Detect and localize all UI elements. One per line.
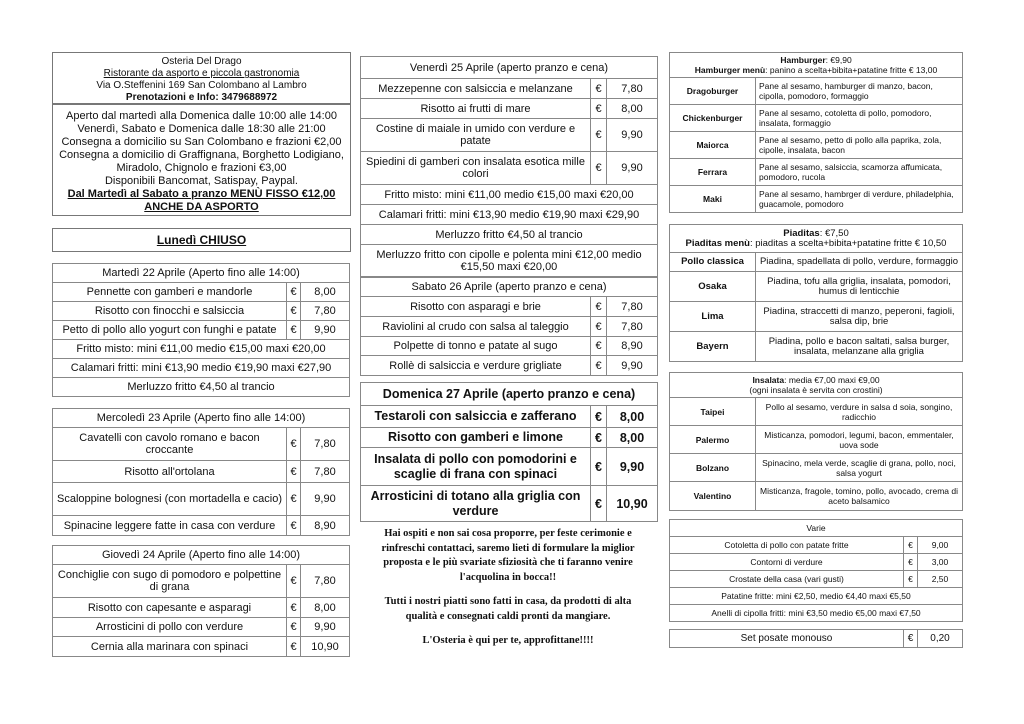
table-row [361,152,658,185]
currency: € [287,321,301,340]
day-title: Sabato 26 Aprile (aperto pranzo e cena) [361,278,658,297]
promo-paragraph: L'Osteria è qui per te, approfittane!!!! [422,635,594,646]
info-line: Aperto dal martedì alla Domenica dalle 10:00 alle 14:00 [66,110,337,122]
promo-text [368,527,648,649]
piadita-menu-heading: Piaditas menù [685,237,750,249]
table-row [361,356,658,376]
item-desc: Piadina, spadellata di pollo, verdure, formaggio [756,253,963,272]
dish-price: 8,90 [607,337,658,356]
dish-price: 9,90 [607,356,658,376]
item-desc: Spinacino, mela verde, scaglie di grana, pollo, noci, salsa yogurt [756,454,963,482]
currency: € [287,516,301,536]
currency: € [591,297,607,317]
dish-name: Spinacine leggere fatte in casa con verdure [53,516,287,536]
table-row [670,426,963,454]
currency: € [591,406,607,428]
item-name: Contorni di verdure [670,554,904,571]
currency: € [591,79,607,99]
currency: € [287,483,301,516]
dish-price: 8,00 [301,283,350,302]
currency: € [904,537,918,554]
table-row [670,482,963,511]
dish-name: Risotto ai frutti di mare [361,99,591,119]
item-desc: Pane al sesamo, salsiccia, scamorza affumicata, pomodoro, rucola [756,159,963,186]
extra-line: Merluzzo fritto €4,50 al trancio [361,225,658,245]
currency: € [287,618,301,637]
currency: € [287,302,301,321]
table-row [361,79,658,99]
item-price: 9,00 [918,537,963,554]
dish-price: 8,00 [301,598,350,618]
item-desc: Pane al sesamo, hamburger di manzo, bacon, cipolla, pomodoro, formaggio [756,78,963,105]
table-row [53,637,350,657]
item-price: 0,20 [918,630,963,648]
day-title: Giovedì 24 Aprile (Aperto fino alle 14:00) [53,546,350,565]
section-header [670,373,963,398]
currency: € [591,448,607,486]
item-name: Maki [670,186,756,213]
piadita-menu [669,224,963,362]
extra-line: Merluzzo fritto con cipolle e polenta mini €12,00 medio €15,50 maxi €20,00 [361,245,658,277]
dish-name: Rollè di salsiccia e verdure grigliate [361,356,591,376]
table-row [670,537,963,554]
restaurant-header [52,52,351,104]
dish-name: Arrosticini di totano alla griglia con verdure [361,486,591,522]
fixed-menu-line: Dal Martedì al Sabato a pranzo MENÙ FISSO €12,00 [67,188,336,200]
item-name: Valentino [670,482,756,511]
dish-price: 8,00 [607,428,658,448]
extra-line: Fritto misto: mini €11,00 medio €15,00 maxi €20,00 [53,340,350,359]
dish-name: Costine di maiale in umido con verdure e patate [361,119,591,152]
thursday-menu [52,545,350,657]
extra-line: Anelli di cipolla fritti: mini €3,50 medio €5,00 maxi €7,50 [670,605,963,622]
promo-paragraph: Hai ospiti e non sai cosa proporre, per feste cerimonie e rinfreschi contattaci, saremo lieti di formulare la miglior proposta e le più svariate sfiziosità che ti faranno venire l'acquolina in bocca!! [381,528,635,583]
currency: € [287,598,301,618]
varie-menu [669,519,963,622]
table-row [670,302,963,332]
restaurant-subtitle: Ristorante da asporto e piccola gastronomia [103,68,300,79]
item-name: Palermo [670,426,756,454]
dish-name: Conchiglie con sugo di pomodoro e polpettine di grana [53,565,287,598]
currency: € [287,461,301,483]
item-name: Ferrara [670,159,756,186]
dish-price: 9,90 [607,448,658,486]
currency: € [904,571,918,588]
dish-name: Polpette di tonno e patate al sugo [361,337,591,356]
table-row [670,272,963,302]
table-row [53,598,350,618]
info-line: Venerdì, Sabato e Domenica dalle 18:30 alle 21:00 [77,123,326,135]
table-row [670,186,963,213]
table-row [361,448,658,486]
table-row [361,317,658,337]
dish-name: Testaroli con salsiccia e zafferano [361,406,591,428]
table-row [670,78,963,105]
dish-name: Raviolini al crudo con salsa al taleggio [361,317,591,337]
dish-name: Spiedini di gamberi con insalata esotica mille colori [361,152,591,185]
currency: € [591,99,607,119]
item-name: Chickenburger [670,105,756,132]
day-title: Martedì 22 Aprile (Aperto fino alle 14:00) [53,264,350,283]
dish-price: 7,80 [607,297,658,317]
extra-line: Calamari fritti: mini €13,90 medio €19,90 maxi €29,90 [361,205,658,225]
dish-name: Risotto con capesante e asparagi [53,598,287,618]
table-row [670,571,963,588]
dish-price: 8,00 [607,406,658,428]
item-name: Pollo classica [670,253,756,272]
dish-name: Risotto con gamberi e limone [361,428,591,448]
table-row [361,337,658,356]
table-row [670,132,963,159]
currency: € [591,428,607,448]
sunday-menu [360,382,658,522]
extra-line: Calamari fritti: mini €13,90 medio €19,90 maxi €27,90 [53,359,350,378]
saturday-menu [360,277,658,376]
dish-price: 7,80 [607,79,658,99]
dish-name: Cavatelli con cavolo romano e bacon croccante [53,428,287,461]
promo-paragraph: Tutti i nostri piatti sono fatti in casa, da prodotti di alta qualità e consegnati caldi pronti da mangiare. [384,596,632,622]
dish-price: 7,80 [607,317,658,337]
table-row [53,565,350,598]
dish-price: 7,80 [301,565,350,598]
item-desc: Piadina, straccetti di manzo, peperoni, fagioli, salsa dip, brie [756,302,963,332]
dish-price: 9,90 [607,152,658,185]
table-row [53,461,350,483]
opening-info [52,104,351,216]
item-price: 3,00 [918,554,963,571]
dish-name: Insalata di pollo con pomodorini e scaglie di frana con spinaci [361,448,591,486]
table-row [53,283,350,302]
section-header: Varie [670,520,963,537]
table-row [670,159,963,186]
table-row [670,454,963,482]
dish-price: 10,90 [301,637,350,657]
extra-line: Merluzzo fritto €4,50 al trancio [53,378,350,397]
currency: € [591,317,607,337]
insalata-heading: Insalata [752,375,785,385]
dish-price: 7,80 [301,302,350,321]
dish-name: Pennette con gamberi e mandorle [53,283,287,302]
item-price: 2,50 [918,571,963,588]
table-row [361,119,658,152]
dish-name: Cernia alla marinara con spinaci [53,637,287,657]
dish-price: 8,00 [607,99,658,119]
hamburger-heading: Hamburger [780,55,826,65]
currency: € [591,152,607,185]
dish-price: 7,80 [301,461,350,483]
table-row [361,486,658,522]
section-header [670,225,963,253]
table-row [53,428,350,461]
extra-line: Fritto misto: mini €11,00 medio €15,00 maxi €20,00 [361,185,658,205]
dish-name: Risotto all'ortolana [53,461,287,483]
day-title: Venerdì 25 Aprile (aperto pranzo e cena) [361,57,658,79]
restaurant-name: Osteria Del Drago [161,56,242,67]
info-line: Consegna a domicilio su San Colombano e frazioni €2,00 [61,136,342,148]
currency: € [591,356,607,376]
piadita-price: : €7,50 [819,227,849,239]
dish-price: 9,90 [301,321,350,340]
item-desc: Misticanza, fragole, tomino, pollo, avocado, crema di aceto balsamico [756,482,963,511]
item-desc: Piadina, pollo e bacon saltati, salsa burger, insalata, melanzane alla griglia [756,332,963,362]
item-name: Bolzano [670,454,756,482]
item-name: Taipei [670,398,756,426]
currency: € [287,428,301,461]
day-title: Domenica 27 Aprile (aperto pranzo e cena) [361,383,658,406]
piadita-heading: Piaditas [783,227,820,239]
table-row [361,428,658,448]
table-row [53,483,350,516]
dish-price: 9,90 [301,618,350,637]
tuesday-menu [52,263,350,397]
table-row [670,398,963,426]
currency: € [287,637,301,657]
table-row [53,618,350,637]
hamburger-menu-desc: : panino a scelta+bibita+patatine fritte € 13,00 [765,65,938,75]
table-row [670,105,963,132]
currency: € [904,630,918,648]
info-line: Miradolo, Chignolo e frazioni €3,00 [116,162,287,174]
monday-closed: Lunedì CHIUSO [52,228,351,252]
table-row [53,302,350,321]
piadita-menu-desc: : piaditas a scelta+bibita+patatine fritte € 10,50 [749,237,947,249]
info-line: Consegna a domicilio di Graffignana, Borghetto Lodigiano, [59,149,344,161]
dish-price: 8,90 [301,516,350,536]
dish-name: Risotto con asparagi e brie [361,297,591,317]
insalata-menu [669,372,963,511]
dish-name: Scaloppine bolognesi (con mortadella e cacio) [53,483,287,516]
dish-price: 7,80 [301,428,350,461]
currency: € [591,486,607,522]
day-title: Mercoledì 23 Aprile (Aperto fino alle 14:00) [53,409,350,428]
currency: € [287,565,301,598]
table-row [670,332,963,362]
table-row [670,253,963,272]
dish-price: 10,90 [607,486,658,522]
item-name: Crostate della casa (vari gusti) [670,571,904,588]
item-name: Set posate monouso [670,630,904,648]
item-name: Cotoletta di pollo con patate fritte [670,537,904,554]
takeaway-line: ANCHE DA ASPORTO [144,201,259,213]
item-desc: Misticanza, pomodori, legumi, bacon, emmentaler, uova sode [756,426,963,454]
item-name: Maiorca [670,132,756,159]
dish-name: Risotto con finocchi e salsiccia [53,302,287,321]
item-name: Dragoburger [670,78,756,105]
table-row [670,554,963,571]
item-name: Osaka [670,272,756,302]
item-name: Bayern [670,332,756,362]
item-desc: Pane al sesamo, cotoletta di pollo, pomodoro, insalata, formaggio [756,105,963,132]
currency: € [287,283,301,302]
extra-line: Patatine fritte: mini €2,50, medio €4,40 maxi €5,50 [670,588,963,605]
restaurant-address: Via O.Steffenini 169 San Colombano al Lambro [96,80,307,91]
restaurant-contact: Prenotazioni e Info: 3479688972 [125,92,278,103]
insalata-price: : media €7,00 maxi €9,00 [784,375,880,385]
dish-name: Mezzepenne con salsiccia e melanzane [361,79,591,99]
dish-name: Arrosticini di pollo con verdure [53,618,287,637]
table-row [53,321,350,340]
hamburger-menu [669,52,963,213]
item-desc: Pane al sesamo, hambrger di verdure, philadelphia, guacamole, pomodoro [756,186,963,213]
item-desc: Piadina, tofu alla griglia, insalata, pomodori, humus di lenticchie [756,272,963,302]
info-line: Disponibili Bancomat, Satispay, Paypal. [104,175,298,187]
wednesday-menu [52,408,350,536]
currency: € [591,119,607,152]
cutlery-set [669,629,963,648]
section-header [670,53,963,78]
dish-price: 9,90 [607,119,658,152]
table-row [361,99,658,119]
currency: € [591,337,607,356]
friday-menu [360,56,658,277]
dish-name: Petto di pollo allo yogurt con funghi e patate [53,321,287,340]
insalata-note: (ogni insalata è servita con crostini) [749,385,883,395]
table-row [53,516,350,536]
table-row [361,406,658,428]
item-name: Lima [670,302,756,332]
hamburger-menu-heading: Hamburger menù [694,65,766,75]
currency: € [904,554,918,571]
table-row [361,297,658,317]
dish-price: 9,90 [301,483,350,516]
hamburger-price: : €9,90 [825,55,852,65]
item-desc: Pane al sesamo, petto di pollo alla paprika, zola, cipolle, insalata, bacon [756,132,963,159]
item-desc: Pollo al sesamo, verdure in salsa d soia, songino, radicchio [756,398,963,426]
